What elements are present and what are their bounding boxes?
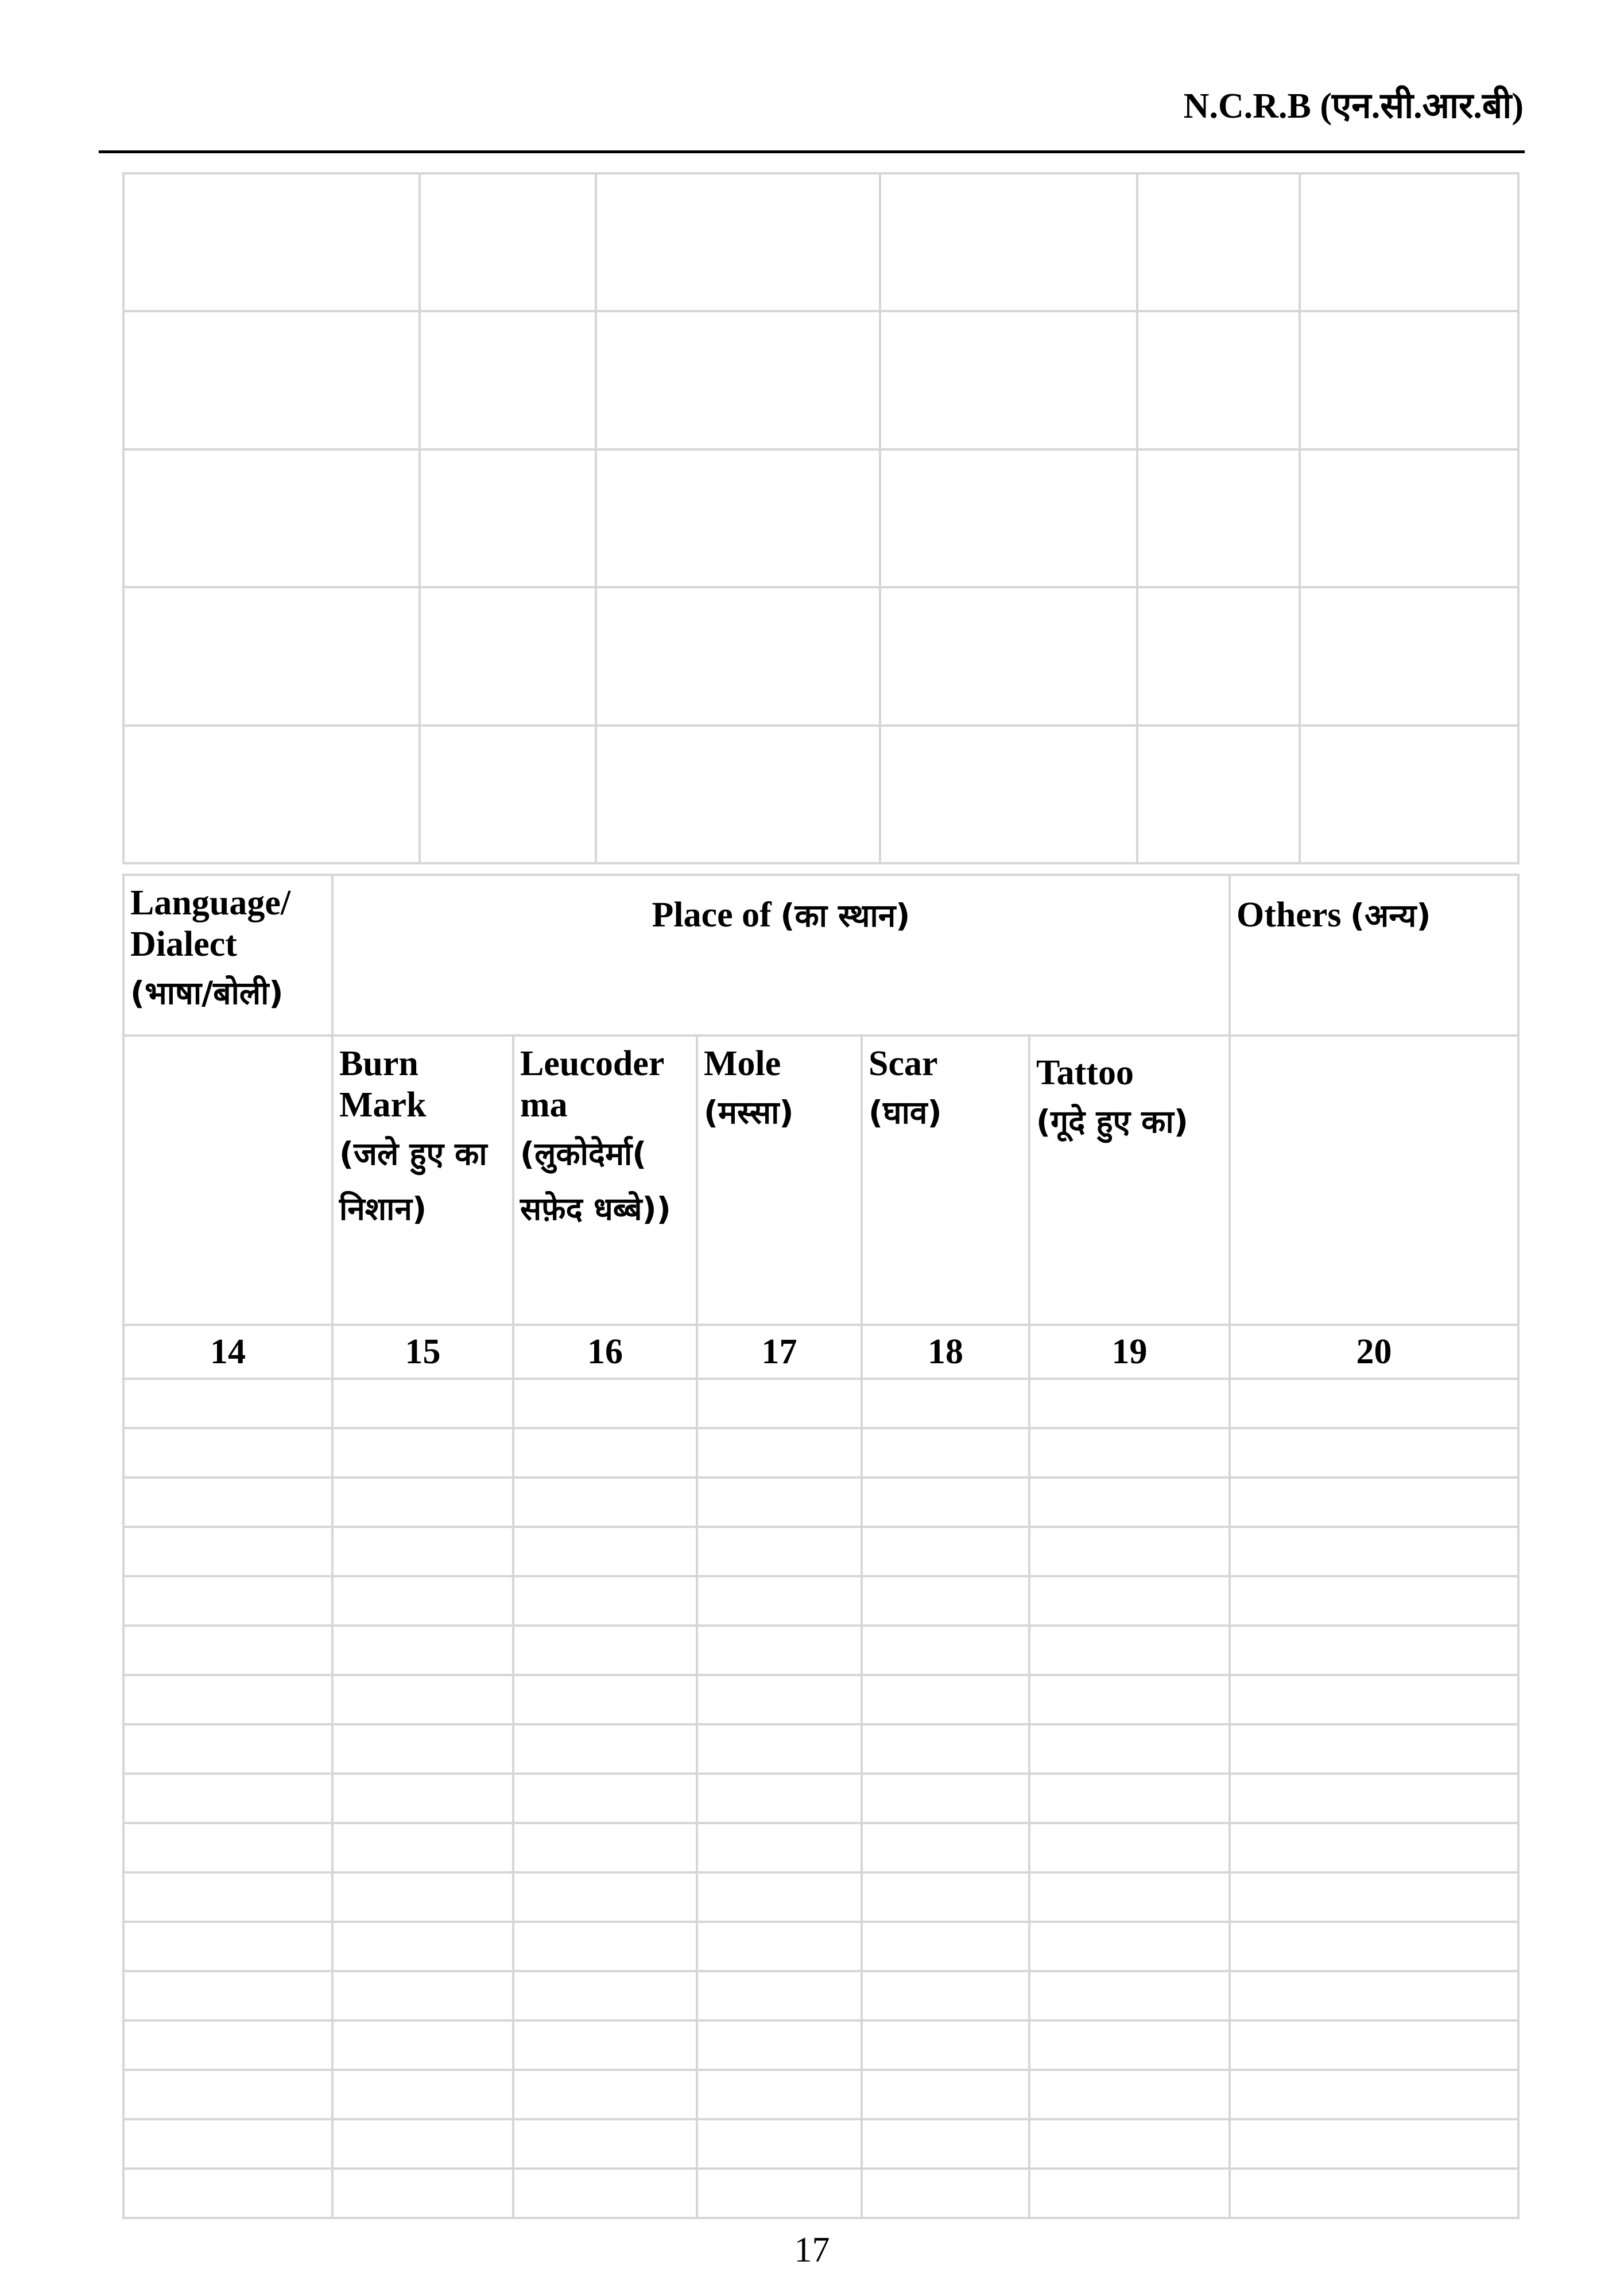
table-row [123,1872,1518,1922]
grid-row [123,173,1518,311]
grid-cell [123,173,420,311]
grid-cell [1300,311,1518,449]
entry-cell [123,1922,332,1971]
table-row [123,1774,1518,1823]
entry-cell [862,1626,1029,1675]
table-row [123,1428,1518,1477]
entry-cell [862,1823,1029,1872]
entry-cell [862,1477,1029,1527]
identification-marks-table [122,874,1520,2219]
entry-cell [1029,1675,1230,1724]
scar-header [862,1035,1029,1325]
empty-header-cell [123,1035,332,1325]
entry-cell [332,1823,513,1872]
entry-cell [123,2070,332,2119]
entry-cell [513,2020,697,2070]
entry-cell [862,1428,1029,1477]
others-header [1230,875,1518,1035]
entry-cell [513,1626,697,1675]
entry-cell [332,1675,513,1724]
grid-cell [420,587,596,725]
grid-cell [1137,449,1300,587]
header-divider [99,150,1525,153]
entry-cell [697,2169,862,2218]
grid-cell [880,173,1137,311]
entry-cell [123,1477,332,1527]
grid-cell [596,449,880,587]
table-row [123,1379,1518,1428]
entry-cell [1230,2119,1518,2169]
entry-cell [332,1872,513,1922]
entry-cell [1029,1428,1230,1477]
language-dialect-label-hindi: (भाषा/बोली) [130,974,284,1011]
entry-cell [697,2020,862,2070]
table-row [123,2119,1518,2169]
grid-cell [1137,173,1300,311]
entry-cell [1230,1626,1518,1675]
entry-cell [332,1922,513,1971]
entry-cell [1230,1872,1518,1922]
entry-cell [862,1675,1029,1724]
others-label: Others [1237,895,1342,934]
entry-cell [697,1428,862,1477]
leucoderma-header [513,1035,697,1325]
column-number: 18 [862,1325,1029,1379]
tattoo-header [1029,1035,1230,1325]
table-row [123,2070,1518,2119]
entry-cell [1029,1576,1230,1626]
place-of-header [332,875,1230,1035]
entry-cell [332,1724,513,1774]
grid-cell [123,726,420,863]
mole-label-hindi: (मस्सा) [704,1093,794,1131]
page-header-title: N.C.R.B (एन.सी.आर.बी) [1183,87,1524,126]
entry-cell [1029,1477,1230,1527]
grid-cell [880,587,1137,725]
grid-cell [880,449,1137,587]
grid-cell [420,311,596,449]
entry-cell [123,2119,332,2169]
entry-cell [862,1379,1029,1428]
entry-cell [862,1774,1029,1823]
top-empty-grid [122,172,1520,864]
column-number-row [123,1325,1518,1379]
column-number: 16 [513,1325,697,1379]
entry-cell [513,2119,697,2169]
table-row [123,2169,1518,2218]
table-row [123,1675,1518,1724]
entry-cell [697,1576,862,1626]
header-row-1 [123,875,1518,1035]
entry-cell [123,1576,332,1626]
grid-cell [1300,587,1518,725]
entry-cell [513,2169,697,2218]
entry-cell [862,2169,1029,2218]
entry-cell [123,1428,332,1477]
table-row [123,1823,1518,1872]
burn-mark-label-hindi: (जले हुए का निशान) [339,1135,487,1228]
entry-cell [513,1872,697,1922]
entry-cell [697,2070,862,2119]
grid-cell [880,311,1137,449]
blank-entry-rows [123,1379,1518,2218]
entry-cell [513,1724,697,1774]
entry-cell [1230,1428,1518,1477]
entry-cell [1029,2169,1230,2218]
entry-cell [1029,1823,1230,1872]
table-row [123,1724,1518,1774]
grid-row [123,726,1518,863]
entry-cell [123,1971,332,2020]
entry-cell [123,1675,332,1724]
entry-cell [513,1971,697,2020]
burn-mark-label: Burn Mark [339,1044,427,1124]
entry-cell [862,1922,1029,1971]
entry-cell [332,2020,513,2070]
entry-cell [1029,1971,1230,2020]
grid-cell [1137,587,1300,725]
entry-cell [862,1576,1029,1626]
entry-cell [862,1971,1029,2020]
grid-row [123,311,1518,449]
entry-cell [1230,2169,1518,2218]
tattoo-label: Tattoo [1036,1053,1134,1092]
grid-cell [1300,449,1518,587]
entry-cell [697,1527,862,1576]
grid-cell [596,587,880,725]
entry-cell [1230,1576,1518,1626]
entry-cell [697,1872,862,1922]
entry-cell [1029,1774,1230,1823]
entry-cell [1029,1724,1230,1774]
grid-cell [1300,173,1518,311]
mole-label: Mole [704,1044,781,1083]
entry-cell [1230,1774,1518,1823]
entry-cell [123,2169,332,2218]
entry-cell [513,1823,697,1872]
entry-cell [697,1675,862,1724]
grid-cell [596,173,880,311]
grid-cell [596,726,880,863]
tattoo-label-hindi: (गूदे हुए का) [1036,1103,1188,1140]
grid-cell [123,587,420,725]
entry-cell [1029,1872,1230,1922]
column-number: 19 [1029,1325,1230,1379]
entry-cell [1230,1379,1518,1428]
grid-cell [420,449,596,587]
entry-cell [123,2020,332,2070]
table-row [123,1922,1518,1971]
table-row [123,1576,1518,1626]
entry-cell [332,1774,513,1823]
entry-cell [697,1823,862,1872]
entry-cell [1230,1477,1518,1527]
entry-cell [332,1626,513,1675]
entry-cell [697,1774,862,1823]
grid-cell [1137,726,1300,863]
entry-cell [513,1477,697,1527]
entry-cell [332,1527,513,1576]
entry-cell [697,1971,862,2020]
entry-cell [697,1379,862,1428]
grid-cell [1300,726,1518,863]
grid-cell [123,311,420,449]
entry-cell [1029,2020,1230,2070]
entry-cell [332,2169,513,2218]
entry-cell [123,1379,332,1428]
entry-cell [1029,2119,1230,2169]
table-row [123,1626,1518,1675]
entry-cell [123,1872,332,1922]
entry-cell [697,2119,862,2169]
table-row [123,1971,1518,2020]
leucoderma-label: Leucoder ma [520,1044,664,1124]
entry-cell [332,1576,513,1626]
page-number: 17 [794,2231,830,2270]
grid-row [123,449,1518,587]
grid-cell [420,726,596,863]
entry-cell [123,1823,332,1872]
grid-cell [420,173,596,311]
empty-header-cell [1230,1035,1518,1325]
table-row [123,2020,1518,2070]
entry-cell [1029,1379,1230,1428]
burn-mark-header [332,1035,513,1325]
entry-cell [513,1922,697,1971]
entry-cell [1029,1922,1230,1971]
column-number: 15 [332,1325,513,1379]
entry-cell [1230,2070,1518,2119]
scar-label-hindi: (घाव) [869,1093,942,1131]
entry-cell [332,2070,513,2119]
entry-cell [1230,1823,1518,1872]
entry-cell [123,1527,332,1576]
entry-cell [697,1477,862,1527]
entry-cell [332,1428,513,1477]
entry-cell [1029,1626,1230,1675]
grid-cell [1137,311,1300,449]
place-of-label: Place of [652,895,772,934]
entry-cell [332,1379,513,1428]
entry-cell [1230,1675,1518,1724]
entry-cell [862,2020,1029,2070]
entry-cell [513,2070,697,2119]
column-number: 17 [697,1325,862,1379]
entry-cell [123,1626,332,1675]
entry-cell [1230,1922,1518,1971]
others-label-hindi: (अन्य) [1350,897,1431,934]
entry-cell [513,1428,697,1477]
table-row [123,1477,1518,1527]
grid-cell [596,311,880,449]
entry-cell [1230,1724,1518,1774]
grid-cell [123,449,420,587]
entry-cell [332,1477,513,1527]
entry-cell [123,1774,332,1823]
entry-cell [862,1724,1029,1774]
entry-cell [1230,2020,1518,2070]
leucoderma-label-hindi: (लुकोदेर्मा( सफ़ेद धब्बे)) [520,1135,671,1228]
entry-cell [513,1675,697,1724]
entry-cell [697,1922,862,1971]
mole-header [697,1035,862,1325]
entry-cell [697,1626,862,1675]
table-row [123,1527,1518,1576]
entry-cell [513,1576,697,1626]
entry-cell [332,1971,513,2020]
entry-cell [513,1774,697,1823]
entry-cell [1029,2070,1230,2119]
place-of-label-hindi: (का स्थान) [780,897,910,934]
entry-cell [697,1724,862,1774]
grid-row [123,587,1518,725]
entry-cell [862,2070,1029,2119]
entry-cell [1029,1527,1230,1576]
column-number: 20 [1230,1325,1518,1379]
entry-cell [862,2119,1029,2169]
entry-cell [332,2119,513,2169]
entry-cell [1230,1527,1518,1576]
header-row-2 [123,1035,1518,1325]
language-dialect-label: Language/ Dialect [130,883,291,964]
entry-cell [862,1527,1029,1576]
column-number: 14 [123,1325,332,1379]
entry-cell [1230,1971,1518,2020]
entry-cell [513,1527,697,1576]
grid-cell [880,726,1137,863]
entry-cell [123,1724,332,1774]
entry-cell [862,1872,1029,1922]
scar-label: Scar [869,1044,938,1083]
entry-cell [513,1379,697,1428]
language-dialect-header [123,875,332,1035]
